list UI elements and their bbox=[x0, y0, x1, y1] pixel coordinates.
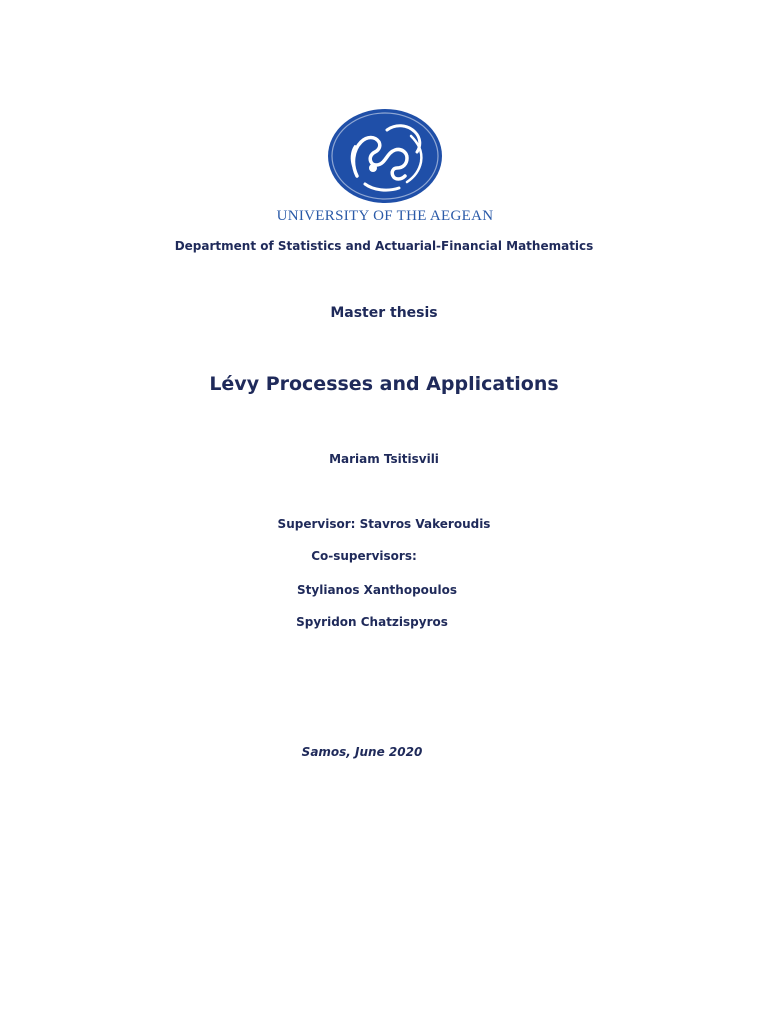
supervisor: Supervisor: Stavros Vakeroudis bbox=[277, 517, 491, 531]
university-seal-icon bbox=[325, 106, 445, 206]
place-and-date: Samos, June 2020 bbox=[301, 745, 423, 759]
co-supervisors-label: Co-supervisors: bbox=[311, 549, 417, 563]
department-name: Department of Statistics and Actuarial-Financial Mathematics bbox=[174, 239, 594, 253]
author-name: Mariam Tsitisvili bbox=[329, 452, 439, 466]
thesis-title: Lévy Processes and Applications bbox=[209, 373, 559, 395]
thesis-type: Master thesis bbox=[330, 305, 438, 321]
co-supervisor-name: Stylianos Xanthopoulos bbox=[297, 583, 457, 597]
university-name: UNIVERSITY OF THE AEGEAN bbox=[276, 208, 494, 224]
co-supervisor-name: Spyridon Chatzispyros bbox=[296, 615, 448, 629]
